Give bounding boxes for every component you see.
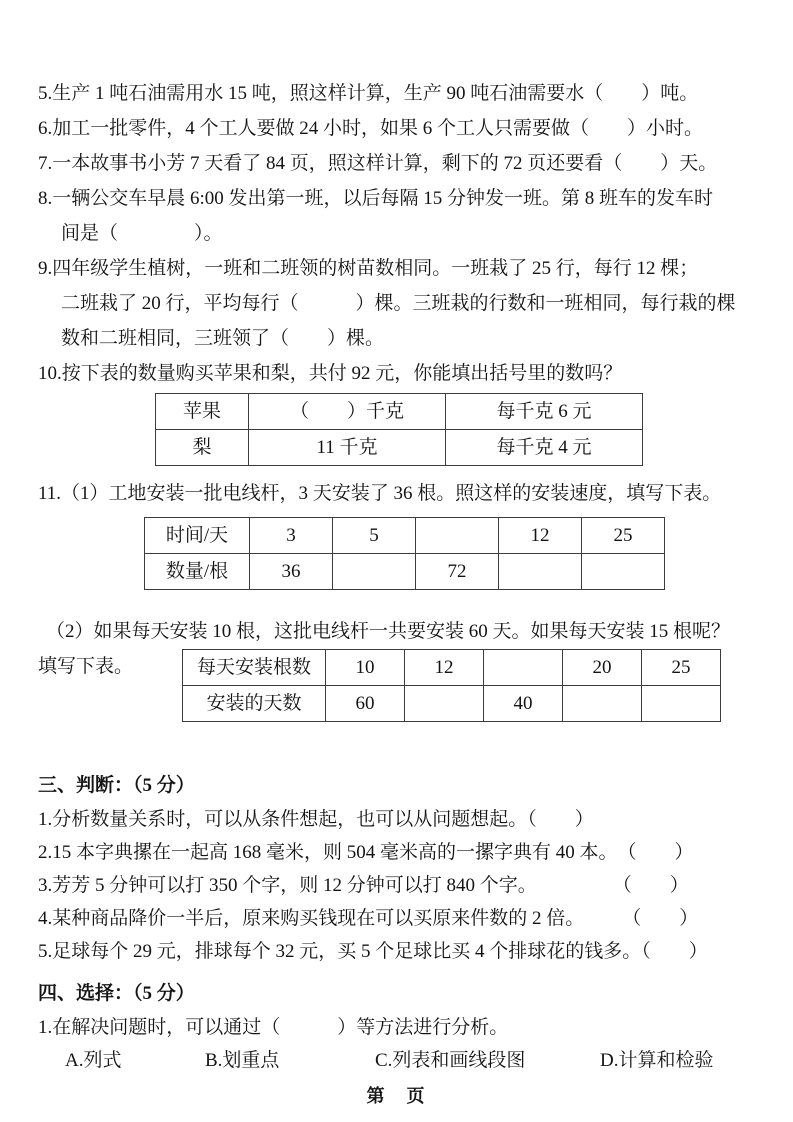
q11a-cell-blank (416, 518, 499, 554)
choice-options (38, 1044, 755, 1077)
q11b-header-days: 安装的天数 (183, 686, 326, 722)
q11a-cell: 36 (250, 554, 333, 590)
question-6: 6.加工一批零件，4 个工人要做 24 小时，如果 6 个工人只需要做（ ）小时。 (38, 118, 704, 139)
fill-table-label: 填写下表。 (38, 656, 134, 677)
q11a-cell: 5 (333, 518, 416, 554)
q11a-header-count: 数量/根 (145, 554, 250, 590)
option-b: B.划重点 (205, 1050, 280, 1071)
q11-part1-table (144, 517, 665, 590)
page-footer: 第 页 (366, 1086, 427, 1106)
judgment-item-3: 3.芳芳 5 分钟可以打 350 个字，则 12 分钟可以打 840 个字。 （ ） (38, 875, 689, 896)
q10-cell-apple-price: 每千克 6 元 (446, 394, 643, 430)
q10-cell-apple: 苹果 (156, 394, 249, 430)
question-5: 5.生产 1 吨石油需用水 15 吨，照这样计算，生产 90 吨石油需要水（ ）吨。 (38, 83, 699, 104)
q11b-header-per-day: 每天安装根数 (183, 650, 326, 686)
q11a-cell: 12 (499, 518, 582, 554)
table-row (183, 650, 721, 686)
q11b-cell-blank (484, 650, 563, 686)
table-row (156, 430, 643, 466)
q11b-cell: 40 (484, 686, 563, 722)
option-d: D.计算和检验 (600, 1050, 714, 1071)
question-9-line3: 数和二班相同，三班领了（ ）棵。 (61, 328, 385, 349)
question-9-line1: 9.四年级学生植树，一班和二班领的树苗数相同。一班栽了 25 行，每行 12 棵； (38, 258, 699, 279)
option-c: C.列表和画线段图 (375, 1050, 526, 1071)
judgment-item-2: 2.15 本字典摞在一起高 168 毫米，则 504 毫米高的一摞字典有 40 本。 （ ） (38, 842, 694, 863)
q10-cell-apple-qty: （ ）千克 (249, 394, 446, 430)
question-8-line1: 8.一辆公交车早晨 6:00 发出第一班，以后每隔 15 分钟发一班。第 8 班车的发车时 (38, 188, 714, 209)
q11a-cell-blank (333, 554, 416, 590)
q10-price-table (155, 393, 643, 466)
q10-cell-pear-qty: 11 千克 (249, 430, 446, 466)
question-9-line2: 二班栽了 20 行，平均每行（ ）棵。三班栽的行数和一班相同，每行栽的棵 (61, 293, 736, 314)
table-row (156, 394, 643, 430)
judgment-item-4: 4.某种商品降价一半后，原来购买钱现在可以买原来件数的 2 倍。 （ ） (38, 908, 699, 929)
question-11-part2-table-row (38, 649, 755, 722)
q11b-cell: 12 (405, 650, 484, 686)
q11a-cell: 3 (250, 518, 333, 554)
q11a-cell-blank (499, 554, 582, 590)
q11a-header-days: 时间/天 (145, 518, 250, 554)
q11-part2-table (182, 649, 721, 722)
judgment-item-1: 1.分析数量关系时，可以从条件想起，也可以从问题想起。（ ） (38, 809, 594, 830)
q11b-cell: 60 (326, 686, 405, 722)
q10-cell-pear: 梨 (156, 430, 249, 466)
table-row (145, 518, 665, 554)
table-row (145, 554, 665, 590)
question-10: 10.按下表的数量购买苹果和梨，共付 92 元，你能填出括号里的数吗？ (38, 363, 623, 384)
judgment-items (38, 803, 755, 968)
q11a-cell: 25 (582, 518, 665, 554)
judgment-item-5: 5.足球每个 29 元，排球每个 32 元，买 5 个足球比买 4 个排球花的钱多。（ ） (38, 941, 708, 962)
table-row (183, 686, 721, 722)
section-4-title: 四、选择：（5 分） (38, 983, 195, 1004)
q11b-cell: 25 (642, 650, 721, 686)
q11b-cell-blank (563, 686, 642, 722)
fill-blank-questions (38, 76, 755, 391)
question-8-line2: 间是（ ）。 (61, 223, 223, 244)
question-11-part2: （2）如果每天安装 10 根，这批电线杆一共要安装 60 天。如果每天安装 15 根呢？ (46, 621, 731, 642)
section-3-title: 三、判断：（5 分） (38, 775, 195, 796)
q11b-cell: 20 (563, 650, 642, 686)
q11a-cell: 72 (416, 554, 499, 590)
choice-item-1: 1.在解决问题时，可以通过（ ）等方法进行分析。 (38, 1017, 509, 1038)
q11b-cell-blank (405, 686, 484, 722)
q11a-cell-blank (582, 554, 665, 590)
option-a: A.列式 (65, 1050, 122, 1071)
q11b-cell: 10 (326, 650, 405, 686)
question-7: 7.一本故事书小芳 7 天看了 84 页，照这样计算，剩下的 72 页还要看（ ）天。 (38, 153, 718, 174)
question-11-part1: 11.（1）工地安装一批电线杆，3 天安装了 36 根。照这样的安装速度，填写下表。 (38, 483, 722, 504)
q11b-cell-blank (642, 686, 721, 722)
q10-cell-pear-price: 每千克 4 元 (446, 430, 643, 466)
